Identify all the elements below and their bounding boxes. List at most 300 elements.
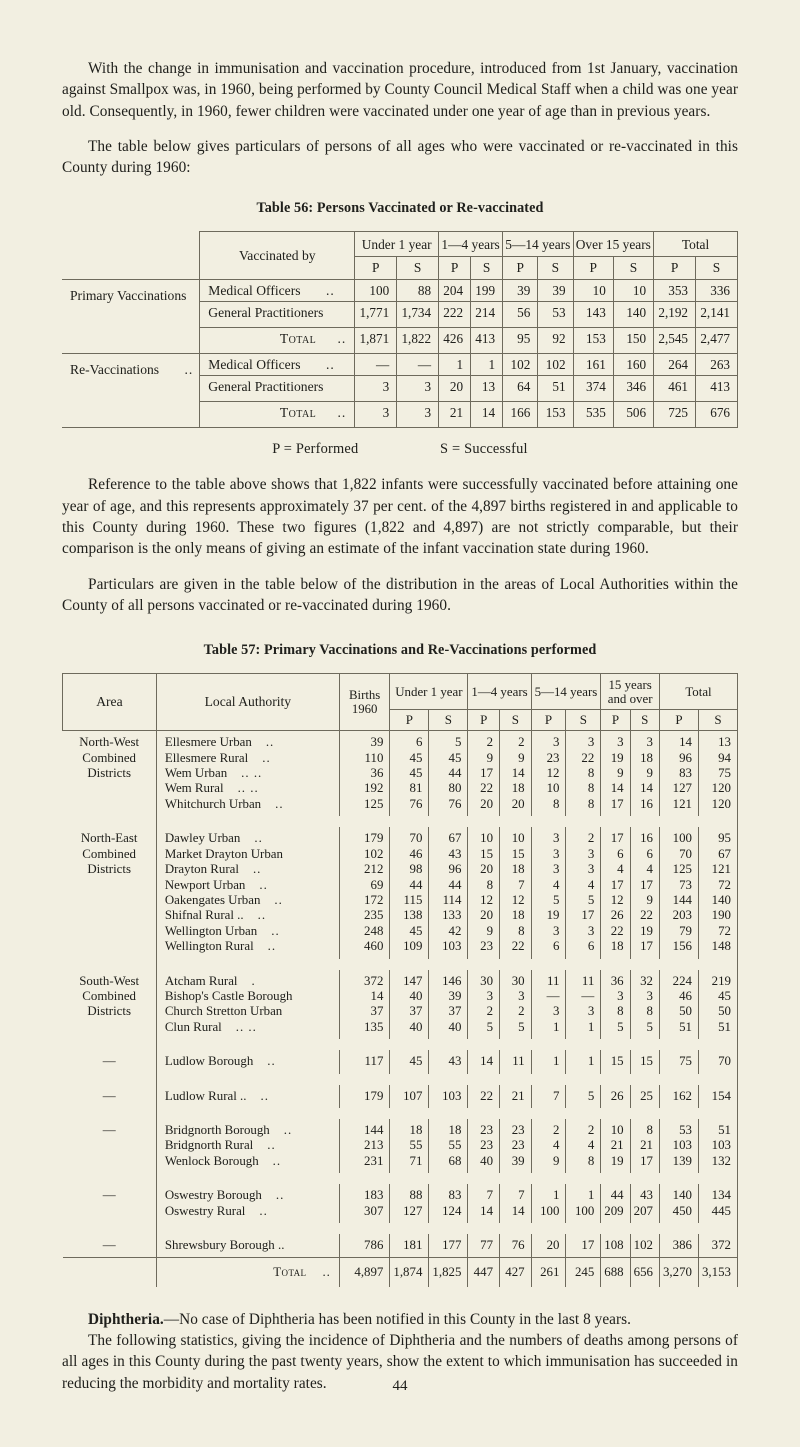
cell: 21 [439, 402, 471, 428]
cell: 19 [531, 908, 566, 923]
cell: 2 [468, 1004, 500, 1019]
cell: 127 [659, 781, 698, 796]
local-authority-name: Oakengates Urban [164, 892, 261, 907]
table-57-births-cell: 212 [339, 862, 390, 877]
cell: 4 [566, 1138, 601, 1153]
cell: 46 [659, 989, 698, 1004]
cell: 14 [500, 766, 532, 781]
page-number: 44 [392, 1378, 408, 1394]
table-57-births-cell: 102 [339, 847, 390, 862]
table-57-births-cell: 192 [339, 781, 390, 796]
cell: 144 [659, 893, 698, 908]
cell: 12 [531, 766, 566, 781]
cell: 1,825 [429, 1258, 468, 1287]
cell: 140 [659, 1184, 698, 1203]
cell: 1 [566, 1184, 601, 1203]
table-row [63, 797, 738, 816]
cell: 70 [698, 1050, 737, 1073]
cell: 9 [630, 766, 659, 781]
leader-dots: .. [337, 331, 347, 347]
cell: 14 [630, 781, 659, 796]
cell: 3 [566, 862, 601, 877]
table-57-sub-p-1: P [390, 710, 429, 731]
table-57-local-authority [156, 731, 339, 751]
leader-dots: .. [262, 750, 271, 765]
cell: 3,153 [698, 1258, 737, 1287]
table-57-local-authority [156, 862, 339, 877]
cell: 1,771 [355, 302, 397, 328]
middle-paragraph-2: Particulars are given in the table below of the distribution in the areas of Local Authorities within the County of all persons vaccinated or re-vaccinated during 1960. [62, 575, 738, 614]
table-56-section-label-primary [62, 280, 200, 354]
cell: 17 [601, 827, 630, 846]
cell: 209 [601, 1204, 630, 1223]
cell: 6 [630, 847, 659, 862]
cell: 656 [630, 1258, 659, 1287]
cell: 75 [698, 766, 737, 781]
local-authority-name: Ellesmere Rural [164, 750, 249, 765]
cell: 10 [601, 1119, 630, 1138]
cell: 67 [429, 827, 468, 846]
cell: 336 [696, 280, 738, 302]
cell: 43 [630, 1184, 659, 1203]
cell: 245 [566, 1258, 601, 1287]
cell: 51 [659, 1020, 698, 1039]
row-label-general-practitioners-primary: General Practitioners [200, 302, 355, 328]
cell: 133 [429, 908, 468, 923]
cell: 214 [471, 302, 503, 328]
cell: 7 [500, 878, 532, 893]
cell: 18 [630, 751, 659, 766]
cell: 372 [698, 1234, 737, 1258]
cell: 5 [566, 893, 601, 908]
table-57-header-row-groups [63, 674, 738, 710]
table-57-local-authority [156, 827, 339, 846]
cell: 3 [468, 989, 500, 1004]
table-56-header-1-4-years: 1—4 years [439, 232, 503, 257]
legend-performed: P = Performed [272, 441, 359, 458]
cell: 16 [630, 797, 659, 816]
table-56-caption: Table 56: Persons Vaccinated or Re-vaccinated [256, 200, 544, 217]
cell: 447 [468, 1258, 500, 1287]
cell: 4 [566, 878, 601, 893]
cell: 100 [659, 827, 698, 846]
local-authority-name: Ludlow Borough [164, 1054, 254, 1069]
cell: 261 [531, 1258, 566, 1287]
cell: 88 [397, 280, 439, 302]
table-56-sub-p-2: P [439, 257, 471, 280]
cell: 14 [471, 402, 503, 428]
cell: 98 [390, 862, 429, 877]
cell: 79 [659, 924, 698, 939]
leader-dots: .. [337, 405, 347, 421]
table-57-sub-s-4: S [630, 710, 659, 731]
leader-dots: .. [267, 1138, 276, 1153]
table-57-births-cell: 39 [339, 731, 390, 751]
area-label-line: — [102, 1122, 116, 1137]
table-57-births-cell: 37 [339, 1004, 390, 1019]
cell: 44 [601, 1184, 630, 1203]
cell: 2 [531, 1119, 566, 1138]
table-57-header-under-1-year: Under 1 year [390, 674, 468, 710]
table-57-block-gap [63, 816, 738, 827]
cell: 30 [468, 970, 500, 989]
cell: 181 [390, 1234, 429, 1258]
gap-cell [156, 1173, 737, 1184]
cell: 23 [531, 751, 566, 766]
cell: 75 [659, 1050, 698, 1073]
table-57-total-row [63, 1258, 738, 1287]
local-authority-name: Wellington Urban [164, 923, 258, 938]
diphtheria-paragraph-1 [62, 1309, 738, 1330]
cell: 120 [698, 781, 737, 796]
cell: 6 [531, 939, 566, 958]
leader-dots: .. [271, 923, 280, 938]
table-56-sub-s-2: S [471, 257, 503, 280]
table-56-header-vaccinated-by: Vaccinated by [200, 232, 355, 280]
cell: 44 [429, 766, 468, 781]
table-56-header-total: Total [654, 232, 738, 257]
cell: 22 [468, 1085, 500, 1108]
table-56-header-row-groups [62, 232, 738, 257]
row-label-total-primary [200, 328, 355, 354]
table-row [63, 781, 738, 796]
table-57-local-authority [156, 970, 339, 989]
cell: 426 [439, 328, 471, 354]
table-row [63, 1234, 738, 1258]
cell: 127 [390, 1204, 429, 1223]
table-row [63, 731, 738, 751]
table-57-sub-s-1: S [429, 710, 468, 731]
cell: 125 [659, 862, 698, 877]
cell: 190 [698, 908, 737, 923]
cell: 18 [500, 781, 532, 796]
cell: 15 [500, 847, 532, 862]
cell: 83 [659, 766, 698, 781]
cell: 73 [659, 878, 698, 893]
table-57-sub-s-3: S [566, 710, 601, 731]
diphtheria-heading: Diphtheria. [88, 1310, 164, 1328]
gap-cell [63, 1223, 157, 1234]
leader-dots: .. [274, 892, 283, 907]
table-57-local-authority [156, 939, 339, 958]
cell: 6 [390, 731, 429, 751]
gap-cell [156, 816, 737, 827]
gap-cell [156, 959, 737, 970]
cell: 18 [601, 939, 630, 958]
table-row [63, 878, 738, 893]
table-57-header-1-4-years: 1—4 years [468, 674, 531, 710]
table-56-sub-p-5: P [654, 257, 696, 280]
cell: 162 [659, 1085, 698, 1108]
table-row [63, 989, 738, 1004]
table-row [63, 1119, 738, 1138]
cell: 374 [573, 376, 613, 402]
table-57-local-authority [156, 1004, 339, 1019]
table-57-header-births [339, 674, 390, 731]
local-authority-name: Oswestry Borough [164, 1188, 262, 1203]
cell: 45 [390, 924, 429, 939]
cell: 77 [468, 1234, 500, 1258]
row-label-general-practitioners-revacc: General Practitioners [200, 376, 355, 402]
cell: 23 [468, 1138, 500, 1153]
cell: 26 [601, 1085, 630, 1108]
cell: 18 [390, 1119, 429, 1138]
table-57-local-authority [156, 781, 339, 796]
area-label-line: Districts [87, 862, 131, 877]
cell: 72 [698, 924, 737, 939]
local-authority-name: Bridgnorth Rural [164, 1138, 254, 1153]
table-57-births-cell: 179 [339, 1085, 390, 1108]
cell: 132 [698, 1154, 737, 1173]
cell: 36 [601, 970, 630, 989]
cell: 55 [390, 1138, 429, 1153]
cell: 22 [566, 751, 601, 766]
table-row [63, 893, 738, 908]
leader-dots: .. [325, 357, 335, 373]
cell: 154 [698, 1085, 737, 1108]
cell: 207 [630, 1204, 659, 1223]
cell: 13 [471, 376, 503, 402]
leader-dots: .. [254, 831, 263, 846]
cell: 3 [566, 1004, 601, 1019]
local-authority-name: Drayton Rural [164, 862, 239, 877]
cell: 12 [500, 893, 532, 908]
cell: 1 [471, 354, 503, 376]
area-label-line: North-West [79, 735, 140, 750]
cell: 100 [355, 280, 397, 302]
cell: 3 [531, 924, 566, 939]
cell: 2 [500, 1004, 532, 1019]
cell: 53 [659, 1119, 698, 1138]
cell: 96 [659, 751, 698, 766]
cell: 3 [500, 989, 532, 1004]
cell: 1,822 [397, 328, 439, 354]
table-row [63, 1020, 738, 1039]
cell: 115 [390, 893, 429, 908]
cell: 44 [429, 878, 468, 893]
leader-dots: .. [252, 862, 262, 877]
cell: 15 [468, 847, 500, 862]
table-row [63, 908, 738, 923]
cell: 39 [503, 280, 538, 302]
cell: 9 [500, 751, 532, 766]
cell: 23 [500, 1119, 532, 1138]
cell: 18 [429, 1119, 468, 1138]
table-57-births-cell: 213 [339, 1138, 390, 1153]
cell: 8 [630, 1004, 659, 1019]
table-57-block-gap [63, 1223, 738, 1234]
row-label-total-revacc [200, 402, 355, 428]
cell: 427 [500, 1258, 532, 1287]
cell: 5 [630, 1020, 659, 1039]
cell: 138 [390, 908, 429, 923]
cell: 45 [390, 1050, 429, 1073]
cell: 8 [630, 1119, 659, 1138]
table-57-caption: Table 57: Primary Vaccinations and Re-Vaccinations performed [203, 642, 597, 659]
cell: 153 [538, 402, 573, 428]
table-57-local-authority [156, 1085, 339, 1108]
row-label-medical-officers-primary [200, 280, 355, 302]
cell: 9 [531, 1154, 566, 1173]
cell: 203 [659, 908, 698, 923]
cell: 8 [566, 1154, 601, 1173]
cell: 37 [429, 1004, 468, 1019]
cell: 76 [500, 1234, 532, 1258]
table-56-body [62, 280, 738, 428]
cell: 23 [500, 1138, 532, 1153]
area-label-line: — [102, 1054, 116, 1069]
diphtheria-paragraph-2: The following statistics, giving the incidence of Diphtheria and the numbers of deaths among persons of all ages in this County during the past twenty years, show the extent to which immunisation has succeeded in reducing the morbidity and mortality rates. [62, 1332, 738, 1392]
cell: 3 [531, 731, 566, 751]
cell: 39 [538, 280, 573, 302]
cell: 17 [601, 878, 630, 893]
cell: 95 [698, 827, 737, 846]
hdr-line-2: and over [607, 692, 653, 707]
cell: 1,734 [397, 302, 439, 328]
cell: 45 [390, 751, 429, 766]
table-57-local-authority [156, 847, 339, 862]
cell: 8 [500, 924, 532, 939]
total-label-text: Total [279, 405, 317, 421]
table-57-block-gap [63, 1074, 738, 1085]
cell: 95 [503, 328, 538, 354]
table-57-sub-p-2: P [468, 710, 500, 731]
area-label-line: Districts [87, 766, 131, 781]
cell: 3 [601, 731, 630, 751]
cell: 6 [601, 847, 630, 862]
cell: 121 [698, 862, 737, 877]
cell: 43 [429, 1050, 468, 1073]
table-57-block-gap [63, 1173, 738, 1184]
leader-dots: .. [259, 1203, 268, 1218]
table-57-total-births: 4,897 [339, 1258, 390, 1287]
area-label-line: — [102, 1088, 116, 1103]
cell: 146 [429, 970, 468, 989]
cell: 3 [566, 924, 601, 939]
table-57-total-label [156, 1258, 339, 1287]
table-56-head [62, 232, 738, 280]
leader-dots: .. [265, 735, 275, 750]
table-57-births-cell: 135 [339, 1020, 390, 1039]
table-57-header-total: Total [659, 674, 737, 710]
cell: 114 [429, 893, 468, 908]
cell: 445 [698, 1204, 737, 1223]
intro-paragraph-2: The table below gives particulars of persons of all ages who were vaccinated or re-vaccinated in this County during 1960: [62, 137, 738, 177]
page-content [62, 58, 738, 1394]
cell: 1,874 [390, 1258, 429, 1287]
cell: 80 [429, 781, 468, 796]
table-57-births-cell: 110 [339, 751, 390, 766]
cell: 42 [429, 924, 468, 939]
cell: 153 [573, 328, 613, 354]
cell: 2,141 [696, 302, 738, 328]
cell: 45 [698, 989, 737, 1004]
cell: 39 [429, 989, 468, 1004]
cell: 53 [538, 302, 573, 328]
cell: 676 [696, 402, 738, 428]
leader-dots: .. [257, 908, 267, 923]
table-row [63, 970, 738, 989]
local-authority-name: Market Drayton Urban [164, 846, 283, 861]
cell: 5 [468, 1020, 500, 1039]
table-row [63, 751, 738, 766]
cell: 15 [630, 1050, 659, 1073]
cell: 725 [654, 402, 696, 428]
table-57-header-area: Area [63, 674, 157, 731]
cell: 39 [500, 1154, 532, 1173]
table-57-births-cell: 14 [339, 989, 390, 1004]
leader-dots: .. [260, 1088, 269, 1103]
cell: 3 [566, 847, 601, 862]
table-56-sub-s-3: S [538, 257, 573, 280]
cell: 50 [698, 1004, 737, 1019]
cell: 109 [390, 939, 429, 958]
area-label-line: Combined [82, 988, 137, 1003]
local-authority-name: Bridgnorth Borough [164, 1122, 270, 1137]
cell: 88 [390, 1184, 429, 1203]
leader-dots: .. [322, 1265, 331, 1280]
local-authority-name: Clun Rural [164, 1019, 222, 1034]
table-57-area-label [63, 1085, 157, 1108]
cell: 222 [439, 302, 471, 328]
leader-dots: .. [259, 877, 268, 892]
cell: 51 [538, 376, 573, 402]
cell: 56 [503, 302, 538, 328]
table-57-header-15-years-and-over [601, 674, 660, 710]
middle-paragraph-1: Reference to the table above shows that 1,822 infants were successfully vaccinated before attaining one year of age, and this represents approximately 37 per cent. of the 4,897 births registered in and applicable to this County during 1960. These two figures (1,822 and 4,897) are not strictly comparable, but their comparison is the only means of giving an estimate of the infant vaccination state during 1960. [62, 476, 738, 558]
cell: 14 [659, 731, 698, 751]
area-label-line: Combined [82, 750, 137, 765]
cell: 121 [659, 797, 698, 816]
cell: 204 [439, 280, 471, 302]
table-57-local-authority [156, 1154, 339, 1173]
cell: 4 [531, 1138, 566, 1153]
table-row [63, 1154, 738, 1173]
table-56-sub-s-1: S [397, 257, 439, 280]
cell: 107 [390, 1085, 429, 1108]
cell: 8 [468, 878, 500, 893]
table-57-local-authority [156, 1204, 339, 1223]
area-label-line: South-West [79, 973, 140, 988]
cell: — [397, 354, 439, 376]
cell: 51 [698, 1119, 737, 1138]
table-57-area-label [63, 1119, 157, 1173]
cell: 50 [659, 1004, 698, 1019]
row-label-text: Medical Officers [208, 283, 301, 299]
cell: — [566, 989, 601, 1004]
cell: 19 [601, 751, 630, 766]
cell: 20 [531, 1234, 566, 1258]
gap-cell [63, 1039, 157, 1050]
cell: 461 [654, 376, 696, 402]
cell: 1 [531, 1020, 566, 1039]
cell: 25 [630, 1085, 659, 1108]
cell: 17 [630, 939, 659, 958]
cell: 94 [698, 751, 737, 766]
cell: 67 [698, 847, 737, 862]
table-row [63, 1204, 738, 1223]
local-authority-name: Atcham Rural [164, 973, 238, 988]
table-56-header-over-15-years: Over 15 years [573, 232, 654, 257]
leader-dots: .. [275, 1188, 285, 1203]
table-56-section-label-revaccinations [62, 354, 200, 428]
table-57-births-cell: 231 [339, 1154, 390, 1173]
table-57-local-authority [156, 1234, 339, 1258]
cell: 177 [429, 1234, 468, 1258]
cell: 23 [468, 1119, 500, 1138]
cell: 55 [429, 1138, 468, 1153]
cell: 40 [390, 1020, 429, 1039]
